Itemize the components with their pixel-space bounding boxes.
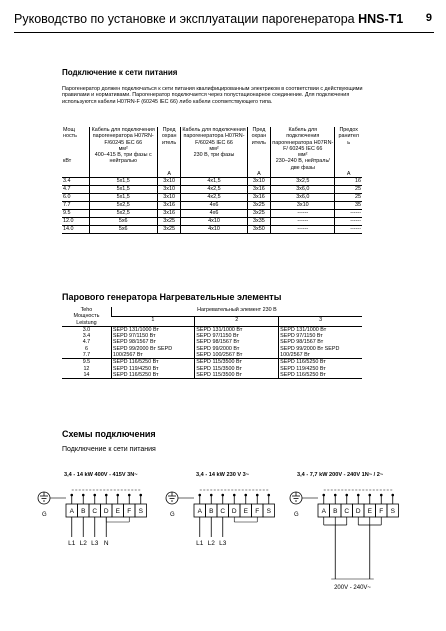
terminal-node: [128, 494, 131, 497]
cable-cell: 4.7: [62, 186, 89, 194]
cable-cell: 4x2,5: [181, 186, 247, 194]
heater-element-cell: [279, 359, 362, 379]
cable-cell: 3x10: [157, 178, 180, 186]
heater-element-value: SEPD 116/5250 Вт: [280, 371, 326, 378]
terminal-label: E: [367, 508, 372, 515]
cable-cell: 3x10: [247, 178, 270, 186]
heater-element-value: SEPD 115/3500 Вт: [196, 365, 242, 372]
cable-cell: 3x16: [157, 202, 180, 210]
cable-cell: 5x1,5: [89, 186, 157, 194]
lead-label: L3: [91, 540, 99, 547]
cable-cell: 4x6: [181, 210, 247, 218]
heater-element-value: SEPD 116/5250 Вт: [112, 371, 159, 378]
heater-element-value: 100/2567 Вт: [112, 352, 143, 359]
terminal-node: [368, 494, 371, 497]
cable-header-cell: Пред охран итель A: [247, 127, 270, 178]
diagram-3-label: 3,4 - 7,7 kW 200V - 240V 1N~ / 2~: [297, 472, 384, 478]
lead-label: L1: [68, 540, 76, 547]
cable-cell: ------: [271, 218, 335, 226]
lead-label: L3: [219, 540, 227, 547]
cable-header-cell: Кабель для подключения парогенератора H07RN-F/ 60245 IEC 66 мм² 230–240 В, нейтраль/две фазы: [271, 127, 335, 178]
cable-table-row: [62, 202, 362, 210]
terminal-label: D: [355, 508, 361, 515]
cable-cell: 25: [335, 194, 362, 202]
heater-element-value: SEPD 131/1000 Вт: [280, 326, 327, 333]
ground-label: G: [170, 512, 175, 518]
heater-element-value: SEPD 99/2000 Вт SEPD: [112, 345, 173, 352]
terminal-node: [70, 494, 73, 497]
heater-element-value: SEPD 98/1567 Вт: [280, 339, 324, 346]
cable-cell: 3x16: [157, 210, 180, 218]
heater-element-value: 100/2567 Вт: [280, 352, 310, 359]
terminal-node: [93, 494, 96, 497]
cable-cell: ------: [335, 226, 362, 234]
terminal-label: C: [344, 508, 350, 515]
terminal-label: A: [197, 508, 202, 515]
ground-label: G: [294, 512, 299, 518]
heater-col-number: 1: [111, 316, 194, 326]
cable-cell: 3x50: [247, 226, 270, 234]
cable-table-row: [62, 210, 362, 218]
cable-cell: 4x10: [181, 226, 247, 234]
cable-cell: 6.0: [62, 194, 89, 202]
terminal-node: [334, 494, 337, 497]
cable-table-row: [62, 194, 362, 202]
heater-element-value: SEPD 115/3500 Вт: [196, 371, 242, 378]
heater-element-value: SEPD 119/4250 Вт: [280, 365, 326, 372]
heater-element-cell: [111, 326, 194, 358]
heater-table: [62, 307, 362, 379]
terminal-label: D: [103, 508, 109, 515]
wiring-section-title: Схемы подключения: [62, 429, 156, 439]
cable-cell: 3x6,0: [271, 194, 335, 202]
terminal-label: C: [92, 508, 98, 515]
lead-label: N: [103, 540, 109, 547]
wiring-diagrams: [30, 474, 420, 624]
cable-header-cell: Кабель для подключения парогенератора H07RN-F/60245 IEC 66 мм² 400–415 В, три фазы с нейтралью: [89, 127, 157, 178]
heater-element-value: SEPD 97/1150 Вт: [112, 333, 156, 340]
heater-power-value: 12: [83, 365, 90, 372]
cable-cell: 3x10: [157, 194, 180, 202]
cable-table-row: [62, 218, 362, 226]
terminal-label: B: [333, 508, 338, 515]
cable-cell: ------: [271, 226, 335, 234]
heater-element-value: SEPD 116/5250 Вт: [112, 359, 159, 366]
terminal-node: [256, 494, 259, 497]
heater-power-value: 14: [83, 371, 90, 378]
cable-cell: 3x25: [157, 226, 180, 234]
cable-cell: 3.4: [62, 178, 89, 186]
cable-cell: 3x35: [247, 218, 270, 226]
terminal-node: [198, 494, 201, 497]
cable-cell: 3x2,5: [271, 178, 335, 186]
heater-power-value: 3.0: [82, 326, 91, 333]
lead-label: L1: [196, 540, 204, 547]
heater-element-cell: [195, 359, 279, 379]
terminal-node: [139, 494, 142, 497]
cable-cell: ------: [335, 218, 362, 226]
header-model: HNS-T1: [358, 12, 404, 26]
heater-power-cell: [62, 326, 111, 358]
wiring-subtitle: Подключение к сети питания: [62, 446, 156, 453]
heater-corner-cell: Teho Мощность Leistung: [62, 307, 111, 326]
cable-cell: 9.5: [62, 210, 89, 218]
page-header: [14, 8, 434, 33]
cable-cell: 5x2,5: [89, 210, 157, 218]
cable-table-row: [62, 186, 362, 194]
cable-cell: 3x16: [247, 194, 270, 202]
cable-cell: 3x25: [247, 210, 270, 218]
cable-cell: 3x10: [271, 202, 335, 210]
heater-power-cell: [62, 359, 111, 379]
ground-label: G: [42, 512, 47, 518]
cable-table-header: [62, 127, 362, 178]
heater-power-value: 4.7: [82, 339, 91, 346]
cable-cell: 7.7: [62, 202, 89, 210]
cable-cell: 4x10: [181, 218, 247, 226]
cable-header-cell: Предох ранител ь A: [335, 127, 362, 178]
cable-cell: ------: [335, 210, 362, 218]
heater-element-value: SEPD 131/1000 Вт: [112, 326, 159, 333]
heater-element-value: SEPD 131/1000 Вт: [196, 326, 243, 333]
heater-group-header: Нагревательный элемент 230 В: [111, 307, 362, 316]
page-number: 9: [425, 12, 432, 24]
terminal-label: B: [209, 508, 214, 515]
cable-header-cell: Мощ ность кВт: [62, 127, 89, 178]
terminal-label: C: [220, 508, 226, 515]
heater-element-value: SEPD 100/2567 Вт: [196, 352, 243, 359]
header-title-text: Руководство по установке и эксплуатации парогенератора: [14, 12, 355, 26]
heater-element-value: SEPD 98/1567 Вт: [112, 339, 156, 346]
supply-label: 200V - 240V~: [334, 585, 371, 591]
terminal-label: E: [243, 508, 248, 515]
diagram-1-label: 3,4 - 14 kW 400V - 415V 3N~: [64, 472, 138, 478]
terminal-label: F: [127, 508, 132, 515]
terminal-label: S: [266, 508, 271, 515]
terminal-node: [267, 494, 270, 497]
terminal-label: F: [379, 508, 384, 515]
heater-element-value: SEPD 97/1150 Вт: [196, 333, 239, 340]
heater-element-cell: [279, 326, 362, 358]
cable-cell: 35: [335, 202, 362, 210]
heater-element-value: SEPD 116/5250 Вт: [280, 359, 326, 366]
power-paragraph: Парогенератор должен подключаться к сети питания квалифицированным электриком в соответствии с действующими правилами и нормативами. Парогенератор подключается через полустационарное соединение. Для подключения используются кабели H07RN-F (60245 IEC 66) либо кабели соответствующего типа.: [62, 86, 363, 105]
cable-cell: 12.0: [62, 218, 89, 226]
cable-cell: 16: [335, 178, 362, 186]
power-section-title: Подключение к сети питания: [62, 68, 178, 77]
terminal-node: [380, 494, 383, 497]
heater-power-value: 9.5: [82, 359, 91, 366]
diagram-2-label: 3,4 - 14 kW 230 V 3~: [196, 472, 250, 478]
heater-element-value: SEPD 99/2000 Вт: [196, 345, 240, 352]
heater-section-title: Парового генератора Нагревательные элементы: [62, 292, 282, 302]
lead-label: L2: [207, 540, 215, 547]
cable-cell: 5x6: [89, 218, 157, 226]
heater-power-value: 6: [84, 345, 88, 352]
heater-element-value: SEPD 98/1567 Вт: [196, 339, 240, 346]
cable-cell: 5x1,5: [89, 178, 157, 186]
cable-cell: 5x2,5: [89, 202, 157, 210]
terminal-label: S: [390, 508, 395, 515]
terminal-label: A: [321, 508, 326, 515]
terminal-node: [221, 494, 224, 497]
terminal-node: [233, 494, 236, 497]
lead-label: L2: [79, 540, 87, 547]
cable-cell: 3x6,0: [271, 186, 335, 194]
terminal-node: [322, 494, 325, 497]
terminal-node: [244, 494, 247, 497]
terminal-node: [391, 494, 394, 497]
heater-element-cell: [111, 359, 194, 379]
terminal-node: [116, 494, 119, 497]
terminal-node: [357, 494, 360, 497]
cable-cell: 5x1,5: [89, 194, 157, 202]
cable-cell: 14.0: [62, 226, 89, 234]
heater-power-value: 7.7: [82, 352, 91, 359]
cable-cell: 4x1,5: [181, 178, 247, 186]
cable-cell: 4x2,5: [181, 194, 247, 202]
heater-table-row: [62, 326, 362, 358]
terminal-node: [82, 494, 85, 497]
heater-element-value: SEPD 115/3500 Вт: [196, 359, 242, 366]
terminal-label: E: [115, 508, 120, 515]
cable-cell: 5x6: [89, 226, 157, 234]
terminal-node: [345, 494, 348, 497]
cable-header-cell: Кабель для подключения парогенератора H07RN-F/60245 IEC 66 мм² 230 В, три фазы: [181, 127, 247, 178]
cable-cell: 3x25: [247, 202, 270, 210]
terminal-label: F: [255, 508, 260, 515]
terminal-label: S: [138, 508, 143, 515]
header-title: [14, 12, 403, 26]
cable-cell: 3x10: [157, 186, 180, 194]
terminal-node: [105, 494, 108, 497]
cable-table-row: [62, 226, 362, 234]
cable-cell: ------: [271, 210, 335, 218]
heater-element-cell: [195, 326, 279, 358]
terminal-node: [210, 494, 213, 497]
heater-table-header: [62, 307, 362, 316]
cable-cell: 3x16: [247, 186, 270, 194]
heater-element-value: SEPD 99/2000 Вт SEPD: [280, 345, 340, 352]
cable-table-row: [62, 178, 362, 186]
terminal-label: D: [231, 508, 237, 515]
cable-cell: 4x6: [181, 202, 247, 210]
heater-power-value: 3.4: [82, 333, 91, 340]
terminal-label: B: [81, 508, 86, 515]
cable-table: [62, 127, 362, 234]
heater-col-number: 2: [195, 316, 279, 326]
cable-cell: 3x25: [157, 218, 180, 226]
heater-table-row: [62, 359, 362, 379]
heater-element-value: SEPD 97/1150 Вт: [280, 333, 323, 340]
cable-cell: 25: [335, 186, 362, 194]
cable-header-cell: Пред охран итель A: [157, 127, 180, 178]
terminal-label: A: [69, 508, 74, 515]
heater-element-value: SEPD 119/4250 Вт: [112, 365, 159, 372]
heater-col-number: 3: [279, 316, 362, 326]
